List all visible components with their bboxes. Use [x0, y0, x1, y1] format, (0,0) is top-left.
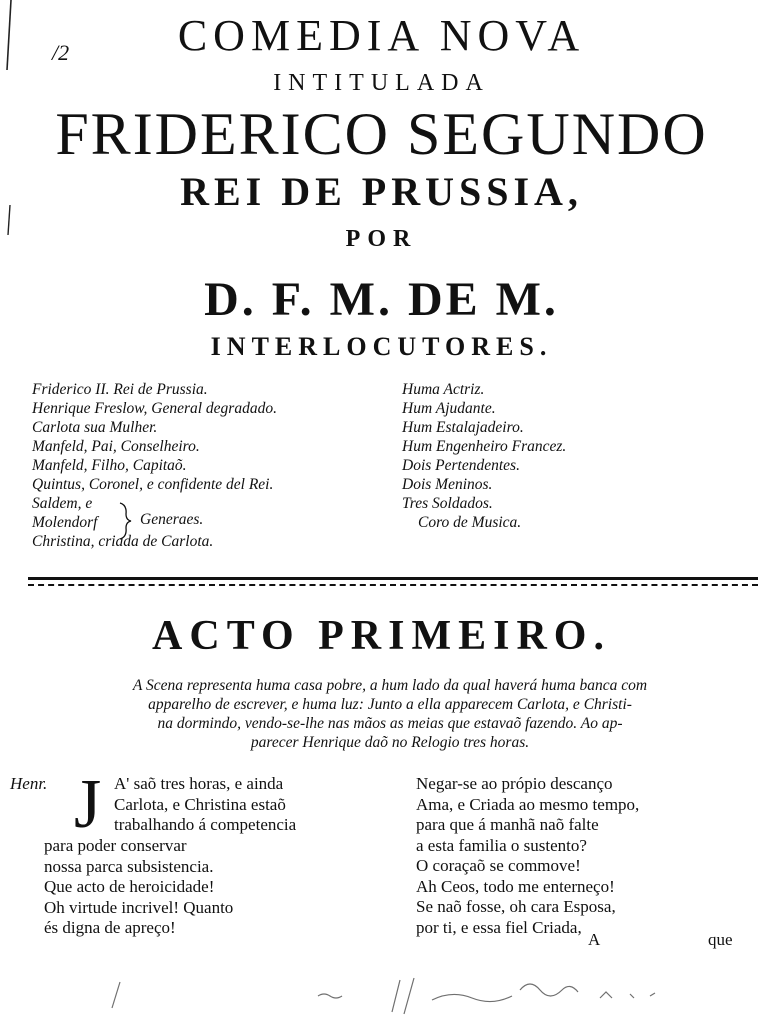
verse-line: para que á manhã naõ falte	[416, 815, 599, 834]
interlocutores-heading: INTERLOCUTORES.	[210, 332, 553, 361]
verse-line: trabalhando á competencia	[114, 815, 297, 834]
cast-generals-label: Generaes.	[140, 511, 204, 528]
scene-line: A Scena representa huma casa pobre, a hum lado da qual haverá huma banca com	[132, 677, 648, 694]
separator-rule-bottom	[28, 584, 758, 586]
verse-line: Oh virtude incrivel! Quanto	[44, 897, 234, 917]
scene-line: apparelho de escrever, e huma luz: Junto a ella apparecem Carlota, e Christi-	[148, 696, 632, 713]
verse-line: A' saõ tres horas, e ainda	[114, 774, 284, 793]
separator-rule-top	[28, 577, 758, 580]
scene-line: na dormindo, vendo-se-lhe nas mãos as meias que estavaõ fazendo. Ao ap-	[157, 715, 623, 732]
author-initials: D. F. M. DE M.	[204, 273, 559, 326]
verse-line: Negar-se ao própio descanço	[416, 774, 613, 793]
cast-item: Christina, criada de Carlota.	[32, 533, 214, 550]
verse-right	[416, 774, 639, 938]
cast-item: Henrique Freslow, General degradado.	[32, 400, 277, 417]
cast-item: Hum Estalajadeiro.	[402, 419, 524, 436]
title-intitulada: INTITULADA	[273, 70, 490, 96]
signature-mark: A	[588, 930, 601, 949]
verse-line: Ah Ceos, todo me enterneço!	[416, 876, 615, 896]
drop-cap: J	[74, 766, 102, 843]
cast-item: Hum Engenheiro Francez.	[402, 438, 567, 455]
verse-line: Que acto de heroicidade!	[44, 877, 215, 896]
cast-list-right	[402, 380, 566, 532]
verse-line: Se naõ fosse, oh cara Esposa,	[416, 897, 616, 916]
cast-item: Manfeld, Filho, Capitaõ.	[32, 457, 187, 474]
speaker-name: Henr.	[10, 774, 48, 793]
verse-line: para poder conservar	[44, 836, 187, 855]
handwritten-scribble	[0, 960, 763, 1024]
verse-line: a esta familia o sustento?	[416, 835, 587, 855]
cast-item: Huma Actriz.	[402, 381, 485, 398]
cast-item: Hum Ajudante.	[402, 400, 496, 417]
verse-line: O coraçaõ se commove!	[416, 856, 581, 875]
cast-item: Dois Meninos.	[402, 476, 493, 493]
cast-item: Tres Soldados.	[402, 495, 493, 512]
act-title: ACTO PRIMEIRO.	[152, 613, 611, 659]
cast-item: Manfeld, Pai, Conselheiro.	[32, 438, 200, 455]
scene-line: parecer Henrique daõ no Relogio tres horas.	[250, 734, 530, 751]
generals-brace	[118, 502, 132, 540]
cast-item: Molendorf	[32, 514, 98, 531]
verse-line: nossa parca subsistencia.	[44, 856, 214, 876]
margin-note: /2	[52, 40, 70, 65]
verse-line: Carlota, e Christina estaõ	[114, 794, 286, 814]
cast-item: Dois Pertendentes.	[402, 457, 520, 474]
cast-item: Quintus, Coronel, e confidente del Rei.	[32, 476, 274, 493]
title-por: POR	[345, 226, 418, 252]
cast-item: Saldem, e	[32, 495, 93, 512]
cast-item: Friderico II. Rei de Prussia.	[32, 381, 208, 398]
catchword: que	[708, 930, 733, 949]
cast-item: Coro de Musica.	[418, 514, 522, 531]
verse-line: por ti, e essa fiel Criada,	[416, 917, 582, 937]
verse-left	[44, 836, 233, 939]
title-rei-de-prussia: REI DE PRUSSIA,	[180, 169, 583, 214]
title-friderico-segundo: FRIDERICO SEGUNDO	[55, 101, 708, 167]
verse-line: és digna de apreço!	[44, 918, 176, 937]
scene-direction	[30, 676, 750, 752]
title-comedia-nova: COMEDIA NOVA	[177, 11, 586, 60]
verse-line: Ama, e Criada ao mesmo tempo,	[416, 794, 640, 814]
cast-item: Carlota sua Mulher.	[32, 419, 158, 436]
verse-left-top	[114, 774, 296, 836]
